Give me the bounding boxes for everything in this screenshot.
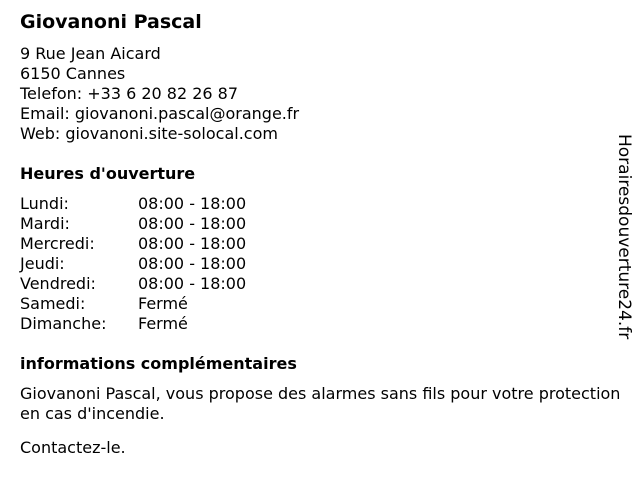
contact-prompt: Contactez-le.: [20, 438, 126, 457]
hours-row-tuesday: [20, 214, 320, 234]
hours-row-saturday: [20, 294, 320, 314]
time-value: 08:00 - 18:00: [138, 194, 247, 213]
additional-info-heading: informations complémentaires: [20, 354, 297, 373]
watermark-text: Horairesdouverture24.fr: [614, 134, 634, 340]
day-label: Samedi:: [20, 294, 86, 313]
hours-row-friday: [20, 274, 320, 294]
address-line-city: 6150 Cannes: [20, 64, 126, 83]
day-label: Mardi:: [20, 214, 70, 233]
hours-row-thursday: [20, 254, 320, 274]
day-label: Mercredi:: [20, 234, 95, 253]
opening-hours-table: [20, 194, 320, 334]
day-label: Vendredi:: [20, 274, 96, 293]
business-description: Giovanoni Pascal, vous propose des alarmes sans fils pour votre protection en cas d'incendie.: [20, 384, 621, 423]
time-value: Fermé: [138, 314, 188, 333]
time-value: 08:00 - 18:00: [138, 214, 247, 233]
time-value: 08:00 - 18:00: [138, 234, 247, 253]
site-watermark: [611, 134, 637, 344]
web-line: Web: giovanoni.site-solocal.com: [20, 124, 278, 143]
hours-row-sunday: [20, 314, 320, 334]
hours-row-monday: [20, 194, 320, 214]
address-line-street: 9 Rue Jean Aicard: [20, 44, 161, 63]
contact-block: [20, 44, 299, 144]
day-label: Jeudi:: [20, 254, 65, 273]
opening-hours-heading: Heures d'ouverture: [20, 164, 196, 183]
day-label: Dimanche:: [20, 314, 107, 333]
business-name: Giovanoni Pascal: [20, 11, 202, 33]
email-line: Email: giovanoni.pascal@orange.fr: [20, 104, 300, 123]
time-value: Fermé: [138, 294, 188, 313]
time-value: 08:00 - 18:00: [138, 274, 247, 293]
day-label: Lundi:: [20, 194, 69, 213]
time-value: 08:00 - 18:00: [138, 254, 247, 273]
hours-row-wednesday: [20, 234, 320, 254]
phone-line: Telefon: +33 6 20 82 26 87: [20, 84, 239, 103]
